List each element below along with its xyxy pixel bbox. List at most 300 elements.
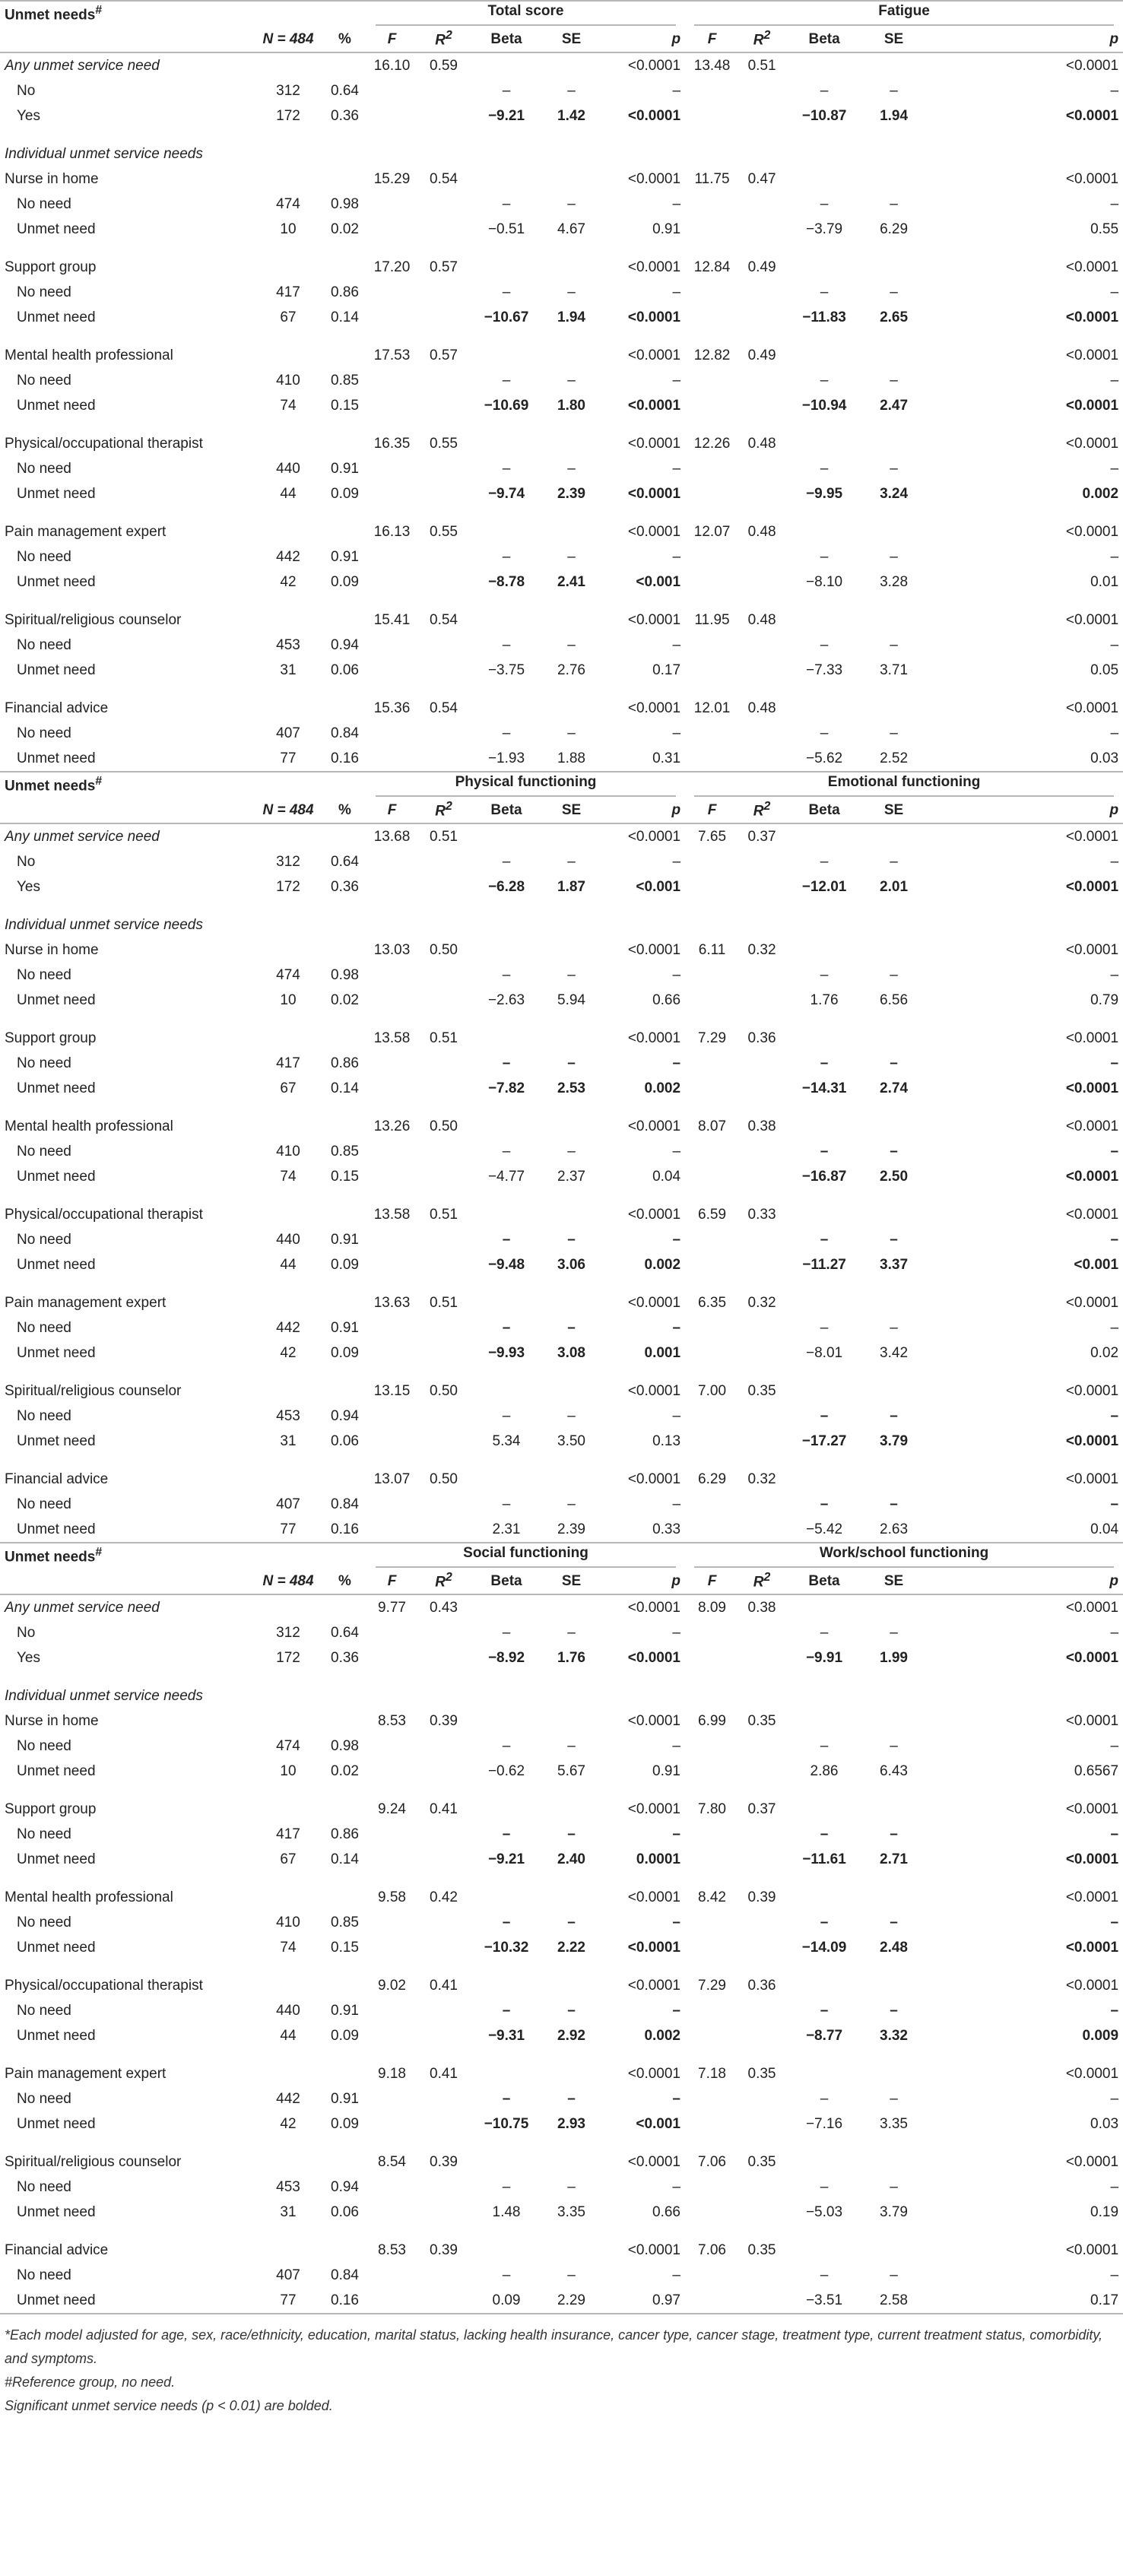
table-cell: [924, 1290, 1123, 1315]
cell-value-bold: –: [890, 1496, 898, 1512]
cell-value: 0.55: [1090, 220, 1119, 237]
table-cell: [366, 849, 417, 874]
table-cell: [253, 1517, 323, 1542]
table-cell: [739, 431, 785, 456]
table-row: [0, 2149, 1123, 2175]
cell-value-bold: 2.71: [880, 1851, 908, 1867]
cell-value: –: [567, 284, 576, 300]
cell-value: –: [672, 195, 681, 212]
row-spacer: [0, 1670, 1123, 1683]
column-header-text: p: [1109, 1572, 1119, 1589]
table-cell: [323, 2263, 366, 2288]
table-cell: [785, 1998, 864, 2023]
table-cell: [600, 2061, 685, 2086]
cell-value: –: [890, 966, 898, 983]
cell-value: 0.84: [331, 2267, 359, 2283]
column-header: [417, 798, 470, 823]
cell-value-bold: <0.0001: [1065, 878, 1119, 895]
table-cell: [323, 456, 366, 481]
cell-value: –: [820, 284, 829, 300]
table-cell: [685, 141, 739, 167]
cell-value-bold: –: [672, 1231, 681, 1248]
table-cell: [685, 823, 739, 849]
table-cell: [739, 1492, 785, 1517]
row-label-text: Unmet needs: [5, 1549, 96, 1566]
cell-value: –: [820, 1624, 829, 1641]
table-cell: [785, 544, 864, 569]
cell-value: 0.94: [331, 2178, 359, 2195]
cell-value-bold: 0.002: [1082, 485, 1119, 502]
cell-value: 8.42: [698, 1889, 726, 1905]
table-cell: [470, 393, 543, 418]
cell-value: 172: [276, 1649, 300, 1666]
cell-value-bold: –: [672, 2002, 680, 2019]
table-row: [0, 52, 1123, 78]
table-cell: [864, 1797, 924, 1822]
table-cell: [864, 2200, 924, 2225]
row-label: Support group: [5, 259, 97, 275]
cell-value: <0.0001: [1065, 1206, 1119, 1223]
cell-value: 0.64: [331, 82, 359, 99]
cell-value: 3.35: [880, 2115, 908, 2132]
cell-value: 0.50: [430, 1118, 458, 1134]
table-cell: [323, 1645, 366, 1670]
table-cell: [543, 1051, 600, 1076]
cell-value: 15.41: [373, 611, 411, 628]
cell-value-bold: −11.61: [802, 1851, 846, 1867]
cell-value: 0.98: [331, 195, 359, 212]
table-cell: [685, 1708, 739, 1734]
cell-value: 0.06: [331, 2203, 359, 2220]
cell-value: 440: [276, 460, 300, 477]
table-cell: [600, 343, 685, 368]
table-cell: [417, 1759, 470, 1784]
table-cell: [924, 2086, 1123, 2111]
table-cell: [924, 456, 1123, 481]
cell-value-bold: −9.91: [805, 1649, 843, 1666]
superscript-two: 2: [445, 1571, 452, 1585]
cell-value: 0.02: [1090, 1344, 1119, 1361]
table-cell: [785, 1164, 864, 1189]
table-cell: [785, 1114, 864, 1139]
table-cell: [739, 1139, 785, 1164]
cell-value: –: [820, 82, 829, 99]
cell-value-bold: –: [1110, 1496, 1119, 1512]
cell-value: –: [502, 82, 511, 99]
table-cell: [366, 78, 417, 103]
row-spacer: [0, 595, 1123, 608]
cell-value: 442: [276, 548, 300, 565]
cell-value: <0.0001: [1065, 1382, 1119, 1399]
cell-value: –: [567, 460, 576, 477]
cell-value: 0.06: [331, 1432, 359, 1449]
table-cell: [366, 1252, 417, 1277]
cell-value: <0.0001: [1065, 611, 1119, 628]
cell-value: 0.94: [331, 636, 359, 653]
table-cell: [366, 1885, 417, 1910]
column-header-text: SE: [561, 1572, 582, 1589]
table-cell: [323, 2061, 366, 2086]
row-label: Unmet need: [17, 661, 96, 678]
table-cell: [600, 1708, 685, 1734]
cell-value: –: [567, 372, 576, 389]
table-cell: [253, 849, 323, 874]
row-label: No need: [17, 725, 71, 741]
cell-value-bold: <0.0001: [1065, 1649, 1119, 1666]
table-cell: [685, 280, 739, 305]
table-cell: [600, 658, 685, 683]
table-cell: [470, 217, 543, 242]
cell-value-bold: 3.08: [557, 1344, 585, 1361]
table-cell: [417, 1227, 470, 1252]
table-cell: [739, 1051, 785, 1076]
table-cell: [739, 481, 785, 506]
table-cell: [685, 1076, 739, 1101]
cell-value-bold: 3.79: [880, 1432, 909, 1449]
cell-value-bold: –: [890, 1914, 898, 1930]
table-row: [0, 1378, 1123, 1404]
cell-value-bold: −10.75: [484, 2115, 529, 2132]
table-row: [0, 988, 1123, 1013]
column-header: [924, 1569, 1123, 1594]
cell-value: 3.71: [880, 661, 909, 678]
cell-value: 2.37: [557, 1168, 585, 1185]
table-row: [0, 658, 1123, 683]
column-header: [864, 27, 924, 52]
table-cell: [924, 658, 1123, 683]
cell-value: <0.0001: [1065, 259, 1119, 275]
column-header-text: R: [753, 32, 764, 49]
cell-value-bold: −11.27: [802, 1256, 846, 1273]
table-cell: [543, 696, 600, 721]
table-row: [0, 1051, 1123, 1076]
table-cell: [543, 1708, 600, 1734]
row-label: No need: [17, 1407, 71, 1424]
table-cell: [600, 255, 685, 280]
table-cell: [924, 1973, 1123, 1998]
table-cell: [366, 1708, 417, 1734]
cell-value: –: [820, 725, 829, 741]
cell-value: –: [672, 1407, 681, 1424]
cell-value: –: [890, 636, 898, 653]
table-cell: [366, 1290, 417, 1315]
cell-value: −3.51: [805, 2292, 843, 2308]
cell-value: 0.15: [331, 397, 359, 414]
cell-value: 0.50: [430, 1470, 458, 1487]
cell-value-bold: –: [890, 1055, 898, 1071]
row-label: Pain management expert: [5, 2065, 167, 2082]
table-cell: [864, 1139, 924, 1164]
table-cell: [366, 305, 417, 330]
cell-value-bold: <0.0001: [1065, 107, 1119, 124]
cell-value: <0.0001: [1065, 1294, 1119, 1311]
cell-value-bold: <0.001: [636, 878, 681, 895]
cell-value-bold: –: [890, 1143, 898, 1160]
table-cell: [366, 2111, 417, 2137]
cell-value-bold: 2.48: [880, 1939, 908, 1956]
table-cell: [253, 368, 323, 393]
table-cell: [323, 1973, 366, 1998]
cell-value-bold: <0.0001: [1065, 309, 1119, 325]
table-cell: [417, 2175, 470, 2200]
row-label: Unmet need: [17, 1762, 96, 1779]
table-row: [0, 368, 1123, 393]
table-cell: [685, 1340, 739, 1366]
column-header-text: R: [435, 803, 446, 820]
table-cell: [739, 1998, 785, 2023]
table-cell: [470, 305, 543, 330]
table-cell: [785, 1467, 864, 1492]
table-cell: [366, 1683, 417, 1708]
row-label: No need: [17, 1055, 71, 1071]
cell-value: –: [1110, 284, 1119, 300]
table-cell: [366, 696, 417, 721]
table-cell: [785, 1910, 864, 1935]
table-cell: [785, 823, 864, 849]
table-cell: [864, 52, 924, 78]
cell-value: 5.67: [557, 1762, 585, 1779]
cell-value: –: [567, 2178, 576, 2195]
row-label: No need: [17, 1496, 71, 1512]
table-cell: [366, 658, 417, 683]
cell-value-bold: −9.95: [806, 485, 843, 502]
cell-value: 0.54: [430, 170, 458, 187]
table-cell: [470, 1404, 543, 1429]
cell-value: –: [1110, 725, 1119, 741]
table-cell: [323, 305, 366, 330]
column-header: [924, 798, 1123, 823]
cell-value-bold: 2.01: [880, 878, 909, 895]
table-cell: [739, 633, 785, 658]
table-cell: [924, 1378, 1123, 1404]
cell-value: –: [820, 966, 829, 983]
table-cell: [417, 1290, 470, 1315]
table-cell: [785, 52, 864, 78]
cell-value-bold: 0.0001: [636, 1851, 680, 1867]
row-label: Physical/occupational therapist: [5, 1206, 203, 1223]
table-cell: [864, 569, 924, 595]
cell-value: 7.06: [698, 2153, 726, 2170]
table-cell: [470, 1797, 543, 1822]
table-cell: [864, 823, 924, 849]
group-title-1: Social functioning: [376, 1545, 676, 1568]
table-cell: [253, 2263, 323, 2288]
cell-value: 0.85: [331, 1143, 359, 1160]
column-header-text: F: [707, 30, 717, 47]
table-cell: [864, 1164, 924, 1189]
cell-value: 6.11: [698, 941, 726, 958]
cell-value: 2.29: [557, 2292, 585, 2308]
table-cell: [739, 1847, 785, 1872]
column-header: [470, 1569, 543, 1594]
cell-value: 13.26: [373, 1118, 411, 1134]
table-cell: [470, 544, 543, 569]
table-cell: [685, 2061, 739, 2086]
cell-value-bold: 2.39: [557, 485, 585, 502]
cell-value: <0.0001: [627, 1889, 680, 1905]
cell-value: 0.02: [331, 991, 359, 1008]
row-spacer: [0, 1366, 1123, 1378]
spacer-cell: [0, 128, 1123, 141]
cell-value-bold: <0.0001: [1065, 1432, 1119, 1449]
table-cell: [323, 2175, 366, 2200]
spacer-cell: [0, 418, 1123, 431]
cell-value: 44: [280, 1256, 297, 1273]
table-cell: [323, 2149, 366, 2175]
table-cell: [543, 481, 600, 506]
table-cell: [417, 2023, 470, 2048]
table-cell: [785, 1797, 864, 1822]
table-cell: [323, 1202, 366, 1227]
cell-value: –: [1110, 2267, 1119, 2283]
table-cell: [323, 1315, 366, 1340]
cell-value: –: [567, 636, 576, 653]
cell-value: 0.48: [747, 700, 776, 716]
table-cell: [924, 1139, 1123, 1164]
cell-value: −5.62: [806, 750, 843, 766]
table-cell: [366, 167, 417, 192]
table-cell: [739, 78, 785, 103]
table-cell: [470, 746, 543, 771]
table-row: [0, 78, 1123, 103]
table-cell: [417, 1378, 470, 1404]
table-cell: [739, 167, 785, 192]
table-cell: [864, 1252, 924, 1277]
cell-value: <0.0001: [1065, 435, 1119, 452]
table-cell: [543, 937, 600, 963]
spacer-cell: [0, 1454, 1123, 1467]
table-cell: [470, 2288, 543, 2313]
table-cell: [924, 217, 1123, 242]
table-cell: [739, 1467, 785, 1492]
cell-value: –: [567, 82, 576, 99]
table-cell: [739, 519, 785, 544]
column-header-text: Beta: [490, 1572, 522, 1589]
cell-value-bold: <0.0001: [627, 397, 681, 414]
table-cell: [543, 141, 600, 167]
cell-value: <0.0001: [627, 259, 681, 275]
table-cell: [323, 167, 366, 192]
table-cell: [323, 1378, 366, 1404]
table-cell: [739, 823, 785, 849]
table-cell: [864, 1114, 924, 1139]
table-cell: [864, 1973, 924, 1998]
table-cell: [739, 1734, 785, 1759]
table-cell: [785, 849, 864, 874]
cell-value-bold: –: [567, 2090, 576, 2107]
table-cell: [253, 1429, 323, 1454]
cell-value-bold: –: [502, 2090, 511, 2107]
row-label-header: [0, 1, 253, 27]
cell-value: 0.36: [747, 1977, 776, 1994]
cell-value: 74: [280, 1939, 297, 1956]
table-cell: [600, 963, 685, 988]
table-cell: [253, 1847, 323, 1872]
table-cell: [323, 1051, 366, 1076]
cell-value: <0.0001: [627, 2065, 680, 2082]
cell-value: 0.06: [331, 661, 359, 678]
table-cell: [543, 255, 600, 280]
cell-value: 0.51: [430, 1294, 458, 1311]
cell-value: 10: [280, 991, 297, 1008]
table-cell: [785, 1645, 864, 1670]
table-cell: [366, 1114, 417, 1139]
table-cell: [785, 1517, 864, 1542]
table-cell: [685, 1467, 739, 1492]
table-cell: [864, 1076, 924, 1101]
table-cell: [543, 1467, 600, 1492]
table-cell: [366, 280, 417, 305]
table-cell: [323, 1847, 366, 1872]
table-cell: [323, 2200, 366, 2225]
table-cell: [785, 393, 864, 418]
table-cell: [600, 368, 685, 393]
table-cell: [543, 1517, 600, 1542]
row-label: Mental health professional: [5, 1118, 173, 1134]
table-cell: [543, 1797, 600, 1822]
table-cell: [253, 937, 323, 963]
table-cell: [924, 1797, 1123, 1822]
column-header-text: N = 484: [262, 801, 314, 818]
table-row: [0, 1708, 1123, 1734]
table-cell: [924, 1645, 1123, 1670]
table-row: [0, 1114, 1123, 1139]
table-cell: [323, 2023, 366, 2048]
cell-value: 0.51: [747, 57, 776, 74]
table-cell: [864, 2086, 924, 2111]
cell-value-bold: –: [567, 1055, 576, 1071]
cell-value: 0.43: [430, 1599, 458, 1616]
cell-value-bold: −8.92: [487, 1649, 525, 1666]
cell-value-bold: −14.09: [801, 1939, 847, 1956]
table-cell: [600, 988, 685, 1013]
cell-value: –: [502, 636, 511, 653]
table-cell: [417, 1139, 470, 1164]
table-cell: [366, 1759, 417, 1784]
row-label: Unmet need: [17, 2027, 96, 2044]
table-row: [0, 1885, 1123, 1910]
table-cell: [685, 192, 739, 217]
table-cell: [924, 937, 1123, 963]
table-cell: [924, 1164, 1123, 1189]
table-cell: [470, 963, 543, 988]
cell-value: 11.75: [694, 170, 730, 187]
table-cell: [864, 2175, 924, 2200]
table-cell: [924, 874, 1123, 899]
table-cell: [366, 141, 417, 167]
cell-value: –: [502, 1737, 511, 1754]
cell-value-bold: <0.0001: [1065, 397, 1119, 414]
table-cell: [323, 1467, 366, 1492]
table-cell: [470, 431, 543, 456]
header-row-columns: [0, 1569, 1123, 1594]
table-cell: [366, 1645, 417, 1670]
table-cell: [323, 963, 366, 988]
cell-value: –: [567, 2267, 576, 2283]
table-cell: [323, 912, 366, 937]
cell-value: 8.53: [378, 1712, 406, 1729]
table-cell: [366, 481, 417, 506]
cell-value-bold: –: [820, 1914, 829, 1930]
table-cell: [600, 823, 685, 849]
table-cell: [417, 1429, 470, 1454]
cell-value: 13.48: [693, 57, 731, 74]
cell-value: 0.48: [747, 611, 776, 628]
cell-value: 0.91: [331, 548, 359, 565]
table-cell: [366, 1847, 417, 1872]
cell-value: 0.6567: [1074, 1762, 1119, 1779]
table-cell: [323, 2288, 366, 2313]
